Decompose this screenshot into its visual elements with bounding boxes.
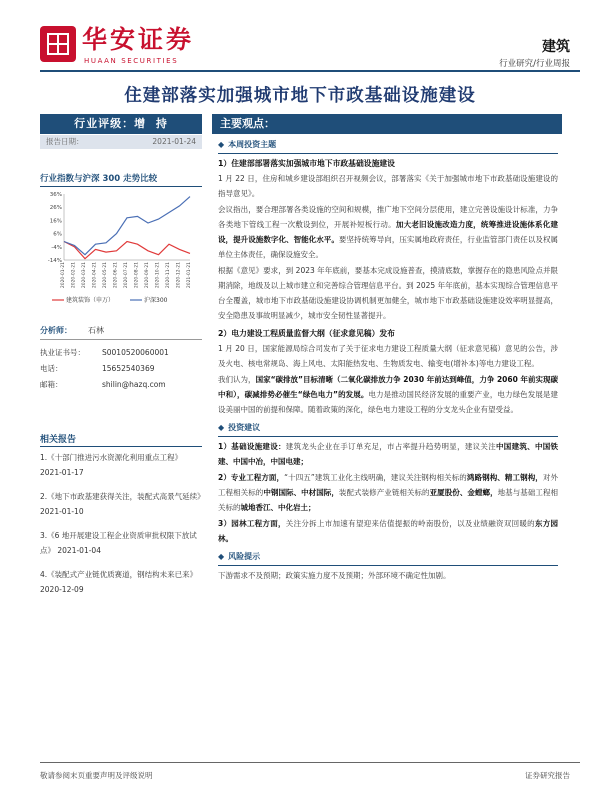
series-csi300-line xyxy=(64,197,190,255)
cert-value: S0010520060001 xyxy=(102,348,169,357)
main-body xyxy=(218,136,558,584)
item1-p2-bold: 加大老旧设施改造力度，统筹推进设施体系化建设，提升设施数字化、智能化水平。 xyxy=(218,220,559,244)
x-tick-label: 2020-07-21 xyxy=(124,262,129,289)
item1-p2-text: 会议指出，要合理部署各类设施的空间和规模，推广地下空间分层使用，建立完善设施设计标准，力争各类地下管线工程一次敷设到位，开展补短板行动。 xyxy=(218,205,558,229)
related-report-item[interactable] xyxy=(40,567,205,597)
item2-p2-bold: 国家“碳排放”目标清晰（二氧化碳排放力争 2030 年前达到峰值，力争 2060 年前实现碳中和），碳减排势必催生“绿色电力”的发展。 xyxy=(218,375,558,399)
item1-paragraph-3: 根据《意见》要求，到 2023 年年底前，要基本完成设施普查，摸清底数，掌握存在的隐患风险点并限期消除，地级及以上城市建立和完善综合管理信息平台。到 2025 年年底前，基本实现综合管理信息平台全覆盖，城市地下市政基础设施建设协调机制更加健全，城市地下市政基础设施建设效率明显提高，安全隐患及事故明显减少，城市安全韧性显著提升。 xyxy=(218,266,558,320)
chart-title-divider xyxy=(40,186,202,187)
footer-divider xyxy=(40,762,580,763)
advice-3-text: 关注分拆上市加速有望迎来估值提振的岭南股份，以及业绩融资双回暖的 xyxy=(285,519,535,528)
advice-1-head: 1）基础设施建设： xyxy=(218,442,286,451)
series-construction-line xyxy=(64,242,190,259)
section-divider xyxy=(218,565,558,566)
advice-1-stocks: 中国建筑、中国铁建、中国中冶，中国电建； xyxy=(218,442,559,466)
legend-label: 沪深300 xyxy=(144,297,168,304)
related-reports-list xyxy=(40,450,205,606)
related-report-date: 2021-01-04 xyxy=(57,546,101,555)
advice-2-steel: 鸿路钢构、精工钢构， xyxy=(466,473,543,482)
x-tick-label: 2020-08-21 xyxy=(134,262,140,289)
x-tick-label: 2021-01-21 xyxy=(187,262,192,289)
brand-logo-english: HUAAN SECURITIES xyxy=(84,57,179,65)
related-reports-title: 相关报告 xyxy=(40,435,77,445)
report-date-row xyxy=(40,135,202,149)
item2-paragraph-1: 1 月 20 日，国家能源局综合司发布了关于征求电力建设工程质量大纲（征求意见稿）意见的公告，涉及火电、核电常规岛、海上风电、太阳能热发电、生物质发电、输变电(增补本)等电力建设工程。 xyxy=(218,344,558,368)
cert-label: 执业证书号： xyxy=(40,348,85,357)
related-report-item[interactable] xyxy=(40,528,205,558)
header-divider xyxy=(40,70,580,72)
x-tick-label: 2020-04-21 xyxy=(92,262,98,289)
phone-value: 15652540369 xyxy=(102,364,155,373)
chart-legend xyxy=(52,296,168,304)
phone-label: 电话： xyxy=(40,364,63,373)
date-label: 报告日期： xyxy=(46,137,84,146)
x-tick-label: 2020-09-21 xyxy=(145,262,150,289)
email-link[interactable]: shilin@hazq.com xyxy=(102,380,166,389)
section-divider xyxy=(218,436,558,437)
item2-p2-text-end: 电力是推动国民经济发展的重要产业，电力绿色发展是建设美丽中国的前提和保障。随着政策的深化，绿色电力建设工程的分支龙头企业有望受益。 xyxy=(218,390,559,414)
x-tick-label: 2020-11-21 xyxy=(166,262,171,289)
rating-bar xyxy=(40,114,202,134)
advice-2 xyxy=(218,470,558,515)
analyst-label: 分析师： xyxy=(40,326,72,335)
y-tick-label: -4% xyxy=(51,244,62,251)
rating-label: 行业评级： xyxy=(74,117,135,130)
related-report-item[interactable] xyxy=(40,489,205,519)
y-tick-label: 16% xyxy=(49,218,62,225)
x-tick-label: 2020-05-21 xyxy=(103,262,108,289)
x-tick-label: 2020-12-21 xyxy=(176,262,182,289)
y-tick-label: 6% xyxy=(53,231,62,238)
x-tick-label: 2020-03-21 xyxy=(82,262,87,289)
item1-paragraph-1: 1 月 22 日，住房和城乡建设部组织召开视频会议，部署落实《关于加强城市地下市政基础设施建设的指导意见》。 xyxy=(218,174,558,198)
logo-seal-icon xyxy=(40,26,76,62)
section-risk-title: 风险提示 xyxy=(228,552,261,561)
y-tick-label: 36% xyxy=(49,192,62,198)
item1-heading: 1）住建部部署落实加强城市地下市政基础设施建设 xyxy=(218,159,395,168)
x-tick-label: 2020-10-21 xyxy=(155,262,161,289)
phone-row xyxy=(40,363,210,374)
advice-1 xyxy=(218,439,558,469)
risk-text: 下游需求不及预期；政策实施力度不及预期；外部环境不确定性加剧。 xyxy=(218,571,451,580)
x-tick-label: 2020-06-21 xyxy=(113,262,119,289)
analyst-divider xyxy=(40,339,202,340)
advice-3 xyxy=(218,516,558,546)
advice-2-text-d: 地基与基础工程相关标的 xyxy=(218,488,559,512)
item2-p2-text: 我们认为， xyxy=(218,375,256,384)
legend-label: 建筑装饰（申万） xyxy=(66,297,115,304)
x-tick-label: 2020-02-21 xyxy=(71,262,77,289)
section-advice-title: 投资建议 xyxy=(228,423,261,432)
related-report-date: 2021-01-10 xyxy=(40,507,84,516)
item1-p2-text-end: 要坚持统筹导向，压实属地政府责任，行业监管部门责任以及权属单位主体责任，确保设施安全。 xyxy=(218,235,559,259)
index-comparison-chart xyxy=(40,188,202,308)
section-investment-advice xyxy=(218,420,558,435)
y-tick-label: 26% xyxy=(49,205,62,212)
related-report-title: 4.《装配式产业链优质赛道，钢结构未来已来》 xyxy=(40,570,198,579)
y-tick-label: -14% xyxy=(47,258,62,264)
section-divider xyxy=(218,153,558,154)
section-risk xyxy=(218,549,558,564)
bullet-diamond-icon: ◆ xyxy=(218,140,225,149)
key-points-bar: 主要观点： xyxy=(212,114,562,134)
chart-series xyxy=(64,197,190,259)
advice-3-stock: 东方园林。 xyxy=(218,519,559,543)
item2-paragraph-2 xyxy=(218,372,558,417)
bullet-diamond-icon: ◆ xyxy=(218,552,225,561)
x-axis xyxy=(60,260,192,288)
section-weekly-title: 本周投资主题 xyxy=(228,140,277,149)
related-report-title: 3.《6 地开展建设工程企业资质审批权限下放试点》 xyxy=(40,531,197,555)
section-weekly-theme xyxy=(218,137,558,152)
email-label: 邮箱： xyxy=(40,380,63,389)
cert-row xyxy=(40,347,210,358)
related-report-date: 2021-01-17 xyxy=(40,468,84,477)
sector-label: 建筑 xyxy=(542,39,570,55)
advice-2-overseas: 中钢国际、中材国际， xyxy=(263,488,339,497)
advice-3-head: 3）园林工程方面， xyxy=(218,519,286,528)
item1-paragraph-2 xyxy=(218,202,558,262)
advice-2-foundation: 城地香江、中化岩土； xyxy=(240,503,316,512)
advice-2-text-c: 装配式装修产业链相关标的 xyxy=(338,488,430,497)
advice-2-decoration: 亚厦股份、金螳螂， xyxy=(429,488,498,497)
report-title: 住建部落实加强城市地下市政基础设施建设 xyxy=(124,86,476,106)
date-value: 2021-01-24 xyxy=(152,137,196,146)
footer-label: 证券研究报告 xyxy=(525,771,570,780)
analyst-name: 石林 xyxy=(88,326,104,335)
related-report-item[interactable] xyxy=(40,450,205,480)
brand-logo-text: 华安证券 xyxy=(82,25,195,54)
footer-disclaimer: 敬请参阅末页重要声明及评级说明 xyxy=(40,771,153,780)
rating-value: 增 持 xyxy=(134,117,168,130)
related-report-date: 2020-12-09 xyxy=(40,585,84,594)
email-row xyxy=(40,379,210,390)
report-type: 行业研究/行业周报 xyxy=(499,59,570,69)
item2-heading: 2）电力建设工程质量监督大纲（征求意见稿）发布 xyxy=(218,329,395,338)
x-tick-label: 2020-01-21 xyxy=(61,262,66,289)
chart-title: 行业指数与沪深 300 走势比较 xyxy=(40,174,158,184)
advice-2-text-b: 对外工程相关标的 xyxy=(218,473,559,497)
related-report-title: 1.《十部门推进污水资源化利用重点工程》 xyxy=(40,453,183,462)
related-reports-divider xyxy=(40,446,202,447)
advice-1-text: 建筑龙头企业在手订单充足，市占率提升趋势明显，建议关注 xyxy=(285,442,497,451)
y-axis xyxy=(48,192,64,264)
advice-2-text: “十四五”建筑工业化主线明确，建议关注钢构相关标的 xyxy=(284,473,467,482)
advice-2-head: 2）专业工程方面， xyxy=(218,473,285,482)
bullet-diamond-icon: ◆ xyxy=(218,423,225,432)
related-report-title: 2.《地下市政基建获得关注，装配式高景气延续》 xyxy=(40,492,205,501)
